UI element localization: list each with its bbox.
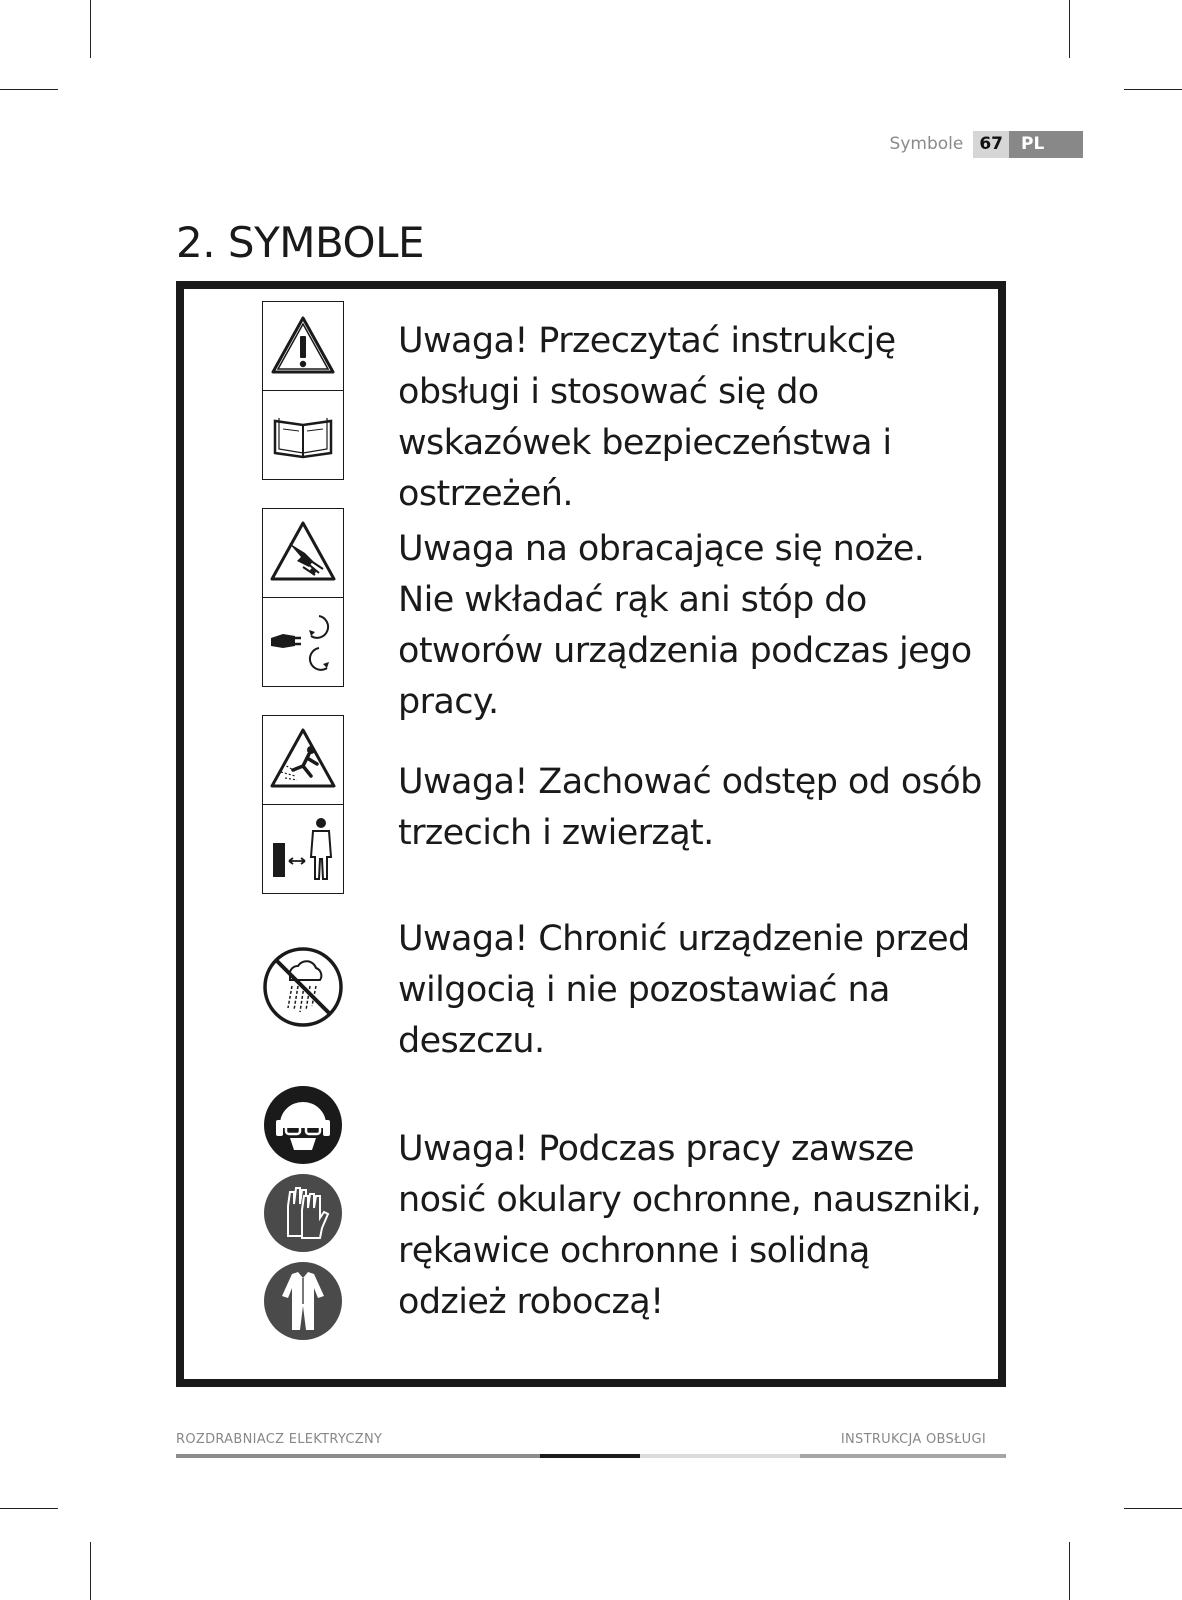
- symbol-row: [184, 494, 998, 722]
- symbol-description: Uwaga! Chronić urządzenie przed wilgocią i nie pozostawiać na deszczu.: [398, 919, 970, 1061]
- crop-mark: [90, 1542, 91, 1600]
- symbol-icons: [262, 715, 344, 894]
- symbol-icons: [262, 946, 344, 1028]
- footer-rule: [800, 1454, 1006, 1458]
- symbol-row: [184, 1064, 998, 1379]
- manual-book-icon: [262, 391, 344, 480]
- keep-distance-bystanders-icon: [262, 805, 344, 894]
- language-tab: PL: [1009, 131, 1083, 158]
- header-section-label: Symbole: [889, 134, 964, 154]
- gloves-icon: [262, 1172, 344, 1254]
- footer-product-name: ROZDRABNIACZ ELEKTRYCZNY: [176, 1432, 383, 1447]
- crop-mark: [90, 0, 91, 58]
- footer-document-type: INSTRUKCJA OBSŁUGI: [840, 1432, 986, 1447]
- warning-triangle-icon: [262, 301, 344, 391]
- keep-hands-away-rotating-icon: [262, 598, 344, 687]
- crop-mark: [1069, 1542, 1070, 1600]
- footer-rule: [640, 1454, 800, 1458]
- symbol-row: [184, 699, 998, 904]
- protective-clothing-icon: [262, 1260, 344, 1342]
- symbol-icons: [262, 301, 344, 480]
- crop-mark: [0, 89, 58, 90]
- crop-mark: [1124, 1508, 1182, 1509]
- page-number: 67: [973, 131, 1009, 158]
- symbol-icons: [262, 1084, 344, 1342]
- crop-mark: [1069, 0, 1070, 58]
- symbol-description: Uwaga! Przeczytać instrukcję obsługi i stosować się do wskazówek bezpieczeństwa i ostrzeżeń.: [398, 321, 896, 514]
- symbol-icons: [262, 508, 344, 687]
- footer-rule: [176, 1454, 540, 1458]
- no-rain-icon: [262, 946, 344, 1028]
- symbol-row: [184, 904, 998, 1064]
- running-header: [890, 131, 1083, 158]
- footer-rule: [540, 1454, 640, 1458]
- crop-mark: [0, 1508, 58, 1509]
- symbol-description: Uwaga! Podczas pracy zawsze nosić okulary ochronne, nauszniki, rękawice ochronne i solidną odzież roboczą!: [398, 1129, 982, 1322]
- symbol-description: Uwaga! Zachować odstęp od osób trzecich i zwierząt.: [398, 762, 982, 853]
- page-title: 2. SYMBOLE: [176, 218, 425, 267]
- rotating-blade-hand-warning-icon: [262, 508, 344, 598]
- eye-ear-protection-icon: [262, 1084, 344, 1166]
- flying-debris-warning-icon: [262, 715, 344, 805]
- symbol-description: Uwaga na obracające się noże. Nie wkładać rąk ani stóp do otworów urządzenia podczas jego pracy.: [398, 529, 972, 722]
- crop-mark: [1124, 89, 1182, 90]
- symbol-row: [184, 289, 998, 514]
- symbols-table: [176, 281, 1006, 1387]
